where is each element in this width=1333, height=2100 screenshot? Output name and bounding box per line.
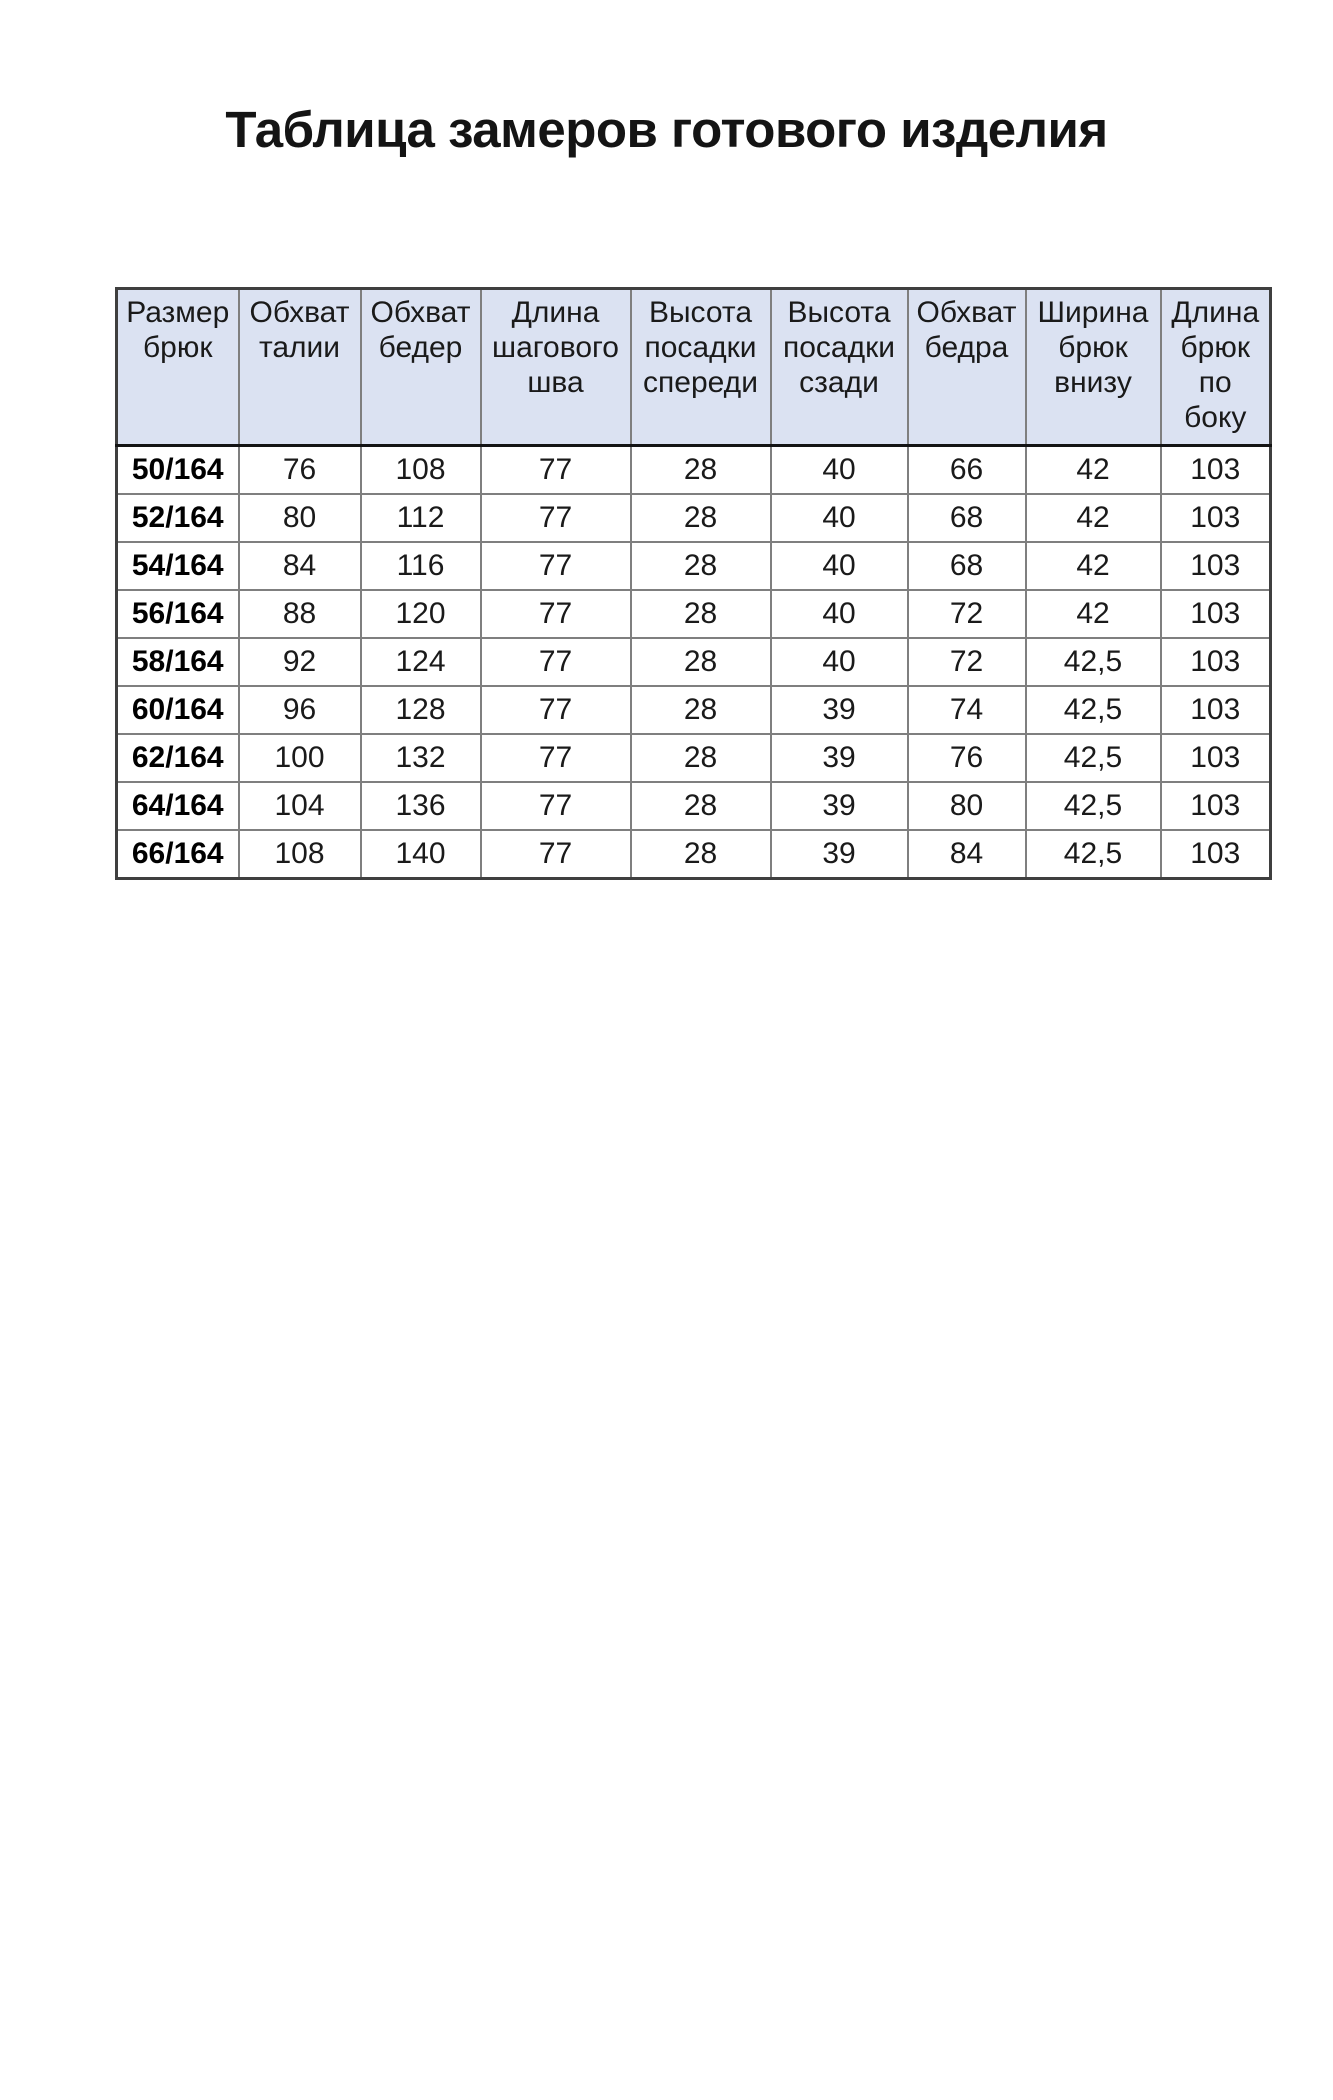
value-cell: 42,5 [1026, 734, 1161, 782]
column-header-hem-width: Ширина брюк внизу [1026, 289, 1161, 446]
size-cell: 58/164 [117, 638, 239, 686]
value-cell: 77 [481, 734, 631, 782]
value-cell: 40 [771, 590, 908, 638]
column-header-inseam: Длина шагового шва [481, 289, 631, 446]
value-cell: 42 [1026, 590, 1161, 638]
value-cell: 42,5 [1026, 830, 1161, 879]
value-cell: 103 [1161, 542, 1271, 590]
table-row [117, 446, 1271, 495]
value-cell: 103 [1161, 638, 1271, 686]
size-cell: 64/164 [117, 782, 239, 830]
value-cell: 104 [239, 782, 361, 830]
value-cell: 77 [481, 782, 631, 830]
value-cell: 77 [481, 494, 631, 542]
table-row [117, 494, 1271, 542]
page-title: Таблица замеров готового изделия [225, 101, 1108, 158]
value-cell: 76 [239, 446, 361, 495]
value-cell: 100 [239, 734, 361, 782]
value-cell: 96 [239, 686, 361, 734]
value-cell: 28 [631, 446, 771, 495]
value-cell: 128 [361, 686, 481, 734]
value-cell: 103 [1161, 686, 1271, 734]
value-cell: 120 [361, 590, 481, 638]
value-cell: 140 [361, 830, 481, 879]
value-cell: 39 [771, 830, 908, 879]
value-cell: 84 [908, 830, 1026, 879]
value-cell: 92 [239, 638, 361, 686]
value-cell: 28 [631, 494, 771, 542]
value-cell: 77 [481, 638, 631, 686]
value-cell: 28 [631, 542, 771, 590]
value-cell: 77 [481, 542, 631, 590]
size-cell: 54/164 [117, 542, 239, 590]
column-header-rise-front: Высота посадки спереди [631, 289, 771, 446]
value-cell: 40 [771, 494, 908, 542]
value-cell: 72 [908, 590, 1026, 638]
value-cell: 42,5 [1026, 686, 1161, 734]
value-cell: 28 [631, 590, 771, 638]
column-header-side-length: Длина брюк по боку [1161, 289, 1271, 446]
size-cell: 50/164 [117, 446, 239, 495]
value-cell: 77 [481, 830, 631, 879]
value-cell: 88 [239, 590, 361, 638]
column-header-waist: Обхват талии [239, 289, 361, 446]
value-cell: 112 [361, 494, 481, 542]
table-body [117, 446, 1271, 879]
value-cell: 42 [1026, 542, 1161, 590]
value-cell: 103 [1161, 590, 1271, 638]
table-row [117, 590, 1271, 638]
value-cell: 136 [361, 782, 481, 830]
value-cell: 116 [361, 542, 481, 590]
value-cell: 103 [1161, 734, 1271, 782]
value-cell: 42,5 [1026, 638, 1161, 686]
value-cell: 76 [908, 734, 1026, 782]
value-cell: 40 [771, 446, 908, 495]
value-cell: 28 [631, 638, 771, 686]
value-cell: 74 [908, 686, 1026, 734]
value-cell: 124 [361, 638, 481, 686]
value-cell: 103 [1161, 446, 1271, 495]
table-row [117, 638, 1271, 686]
value-cell: 39 [771, 686, 908, 734]
value-cell: 108 [361, 446, 481, 495]
value-cell: 42 [1026, 494, 1161, 542]
value-cell: 40 [771, 638, 908, 686]
value-cell: 77 [481, 446, 631, 495]
value-cell: 80 [908, 782, 1026, 830]
size-cell: 56/164 [117, 590, 239, 638]
value-cell: 42,5 [1026, 782, 1161, 830]
table-row [117, 734, 1271, 782]
column-header-thigh: Обхват бедра [908, 289, 1026, 446]
value-cell: 42 [1026, 446, 1161, 495]
value-cell: 28 [631, 782, 771, 830]
measurements-table [115, 287, 1272, 880]
column-header-hips: Обхват бедер [361, 289, 481, 446]
table-row [117, 542, 1271, 590]
value-cell: 103 [1161, 830, 1271, 879]
column-header-size: Размер брюк [117, 289, 239, 446]
value-cell: 28 [631, 734, 771, 782]
value-cell: 77 [481, 590, 631, 638]
value-cell: 132 [361, 734, 481, 782]
value-cell: 28 [631, 830, 771, 879]
value-cell: 40 [771, 542, 908, 590]
size-cell: 60/164 [117, 686, 239, 734]
value-cell: 28 [631, 686, 771, 734]
value-cell: 68 [908, 494, 1026, 542]
value-cell: 80 [239, 494, 361, 542]
value-cell: 108 [239, 830, 361, 879]
size-cell: 62/164 [117, 734, 239, 782]
page [0, 100, 1333, 2100]
value-cell: 103 [1161, 782, 1271, 830]
table-header-row [117, 289, 1271, 446]
value-cell: 39 [771, 734, 908, 782]
size-cell: 52/164 [117, 494, 239, 542]
table-row [117, 686, 1271, 734]
value-cell: 103 [1161, 494, 1271, 542]
value-cell: 68 [908, 542, 1026, 590]
value-cell: 77 [481, 686, 631, 734]
table-row [117, 830, 1271, 879]
value-cell: 66 [908, 446, 1026, 495]
size-cell: 66/164 [117, 830, 239, 879]
value-cell: 84 [239, 542, 361, 590]
value-cell: 72 [908, 638, 1026, 686]
column-header-rise-back: Высота посадки сзади [771, 289, 908, 446]
table-row [117, 782, 1271, 830]
value-cell: 39 [771, 782, 908, 830]
